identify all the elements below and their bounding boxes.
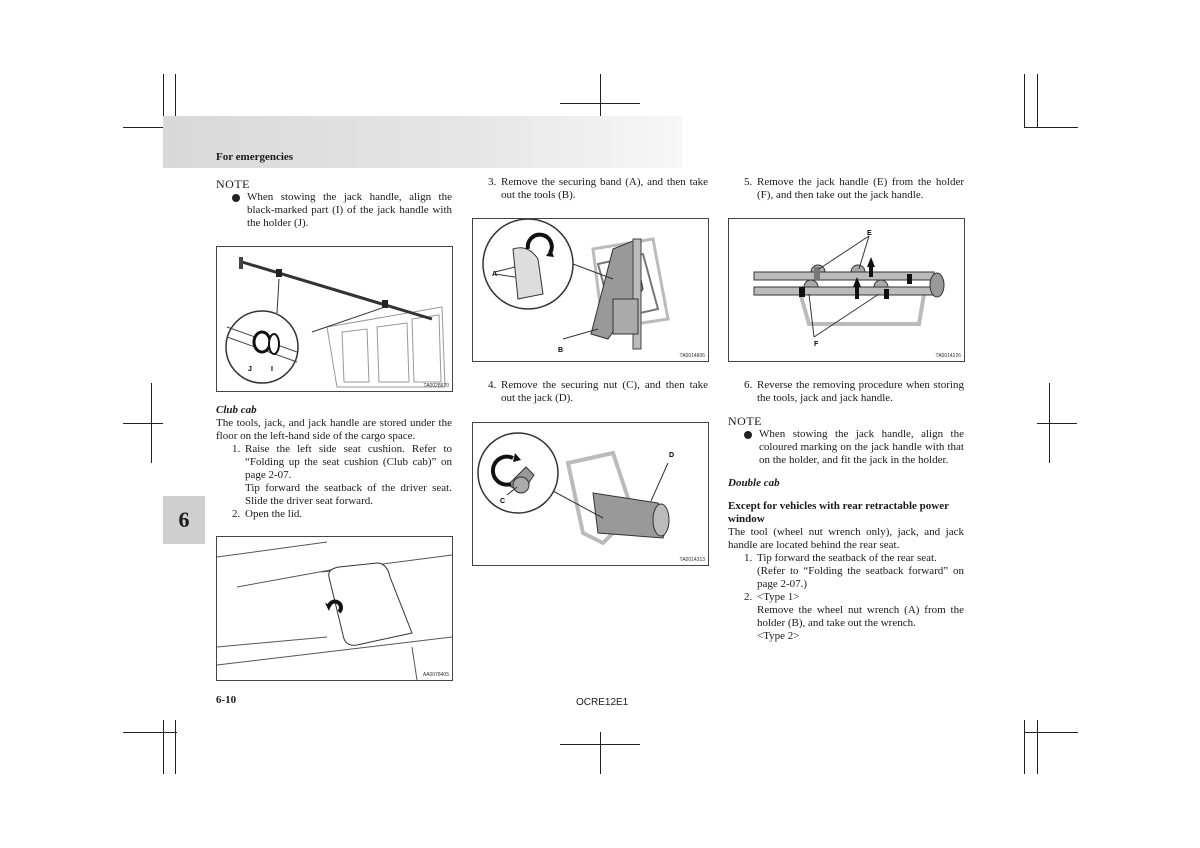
step-number: 1. [744,552,753,564]
step-2-extra2: <Type 2> [757,630,800,642]
step-1 [728,552,964,565]
club-cab-section [216,404,452,521]
note-heading: NOTE [728,414,762,428]
document-code: OCRE12E1 [576,697,629,708]
bullet-icon [232,194,240,202]
bullet-icon [744,431,752,439]
step-text: Remove the jack handle (E) from the holder (F), and then take out the jack handle. [757,176,964,201]
label-c: C [500,498,506,505]
securing-nut-illustration [473,423,708,565]
figure-code: AA0078405 [422,672,449,678]
chapter-tab [163,496,205,544]
label-d: D [669,452,675,459]
double-cab-intro: The tool (wheel nut wrench only), jack, and jack handle are located behind the rear seat. [728,526,964,551]
figure-code: TA0028670 [423,383,449,389]
note-item [728,428,964,467]
cargo-lid-illustration [217,537,452,680]
step-number: 4. [488,379,497,391]
figure-securing-band [472,218,709,362]
step-6 [728,379,964,405]
club-cab-heading: Club cab [216,404,257,416]
club-cab-intro: The tools, jack, and jack handle are stored under the floor on the left-hand side of the cargo space. [216,417,452,442]
step-number: 1. [232,443,241,455]
step-text: Open the lid. [245,508,303,520]
right-text [728,379,964,643]
step-text: Tip forward the seatback of the rear seat. [757,552,937,564]
step-5 [728,176,964,202]
jack-handle-removal-illustration [729,219,964,361]
page-number: 6-10 [216,694,237,706]
figure-code: TA0014226 [935,353,961,359]
step-number: 2. [232,508,241,520]
note-text: When stowing the jack handle, align the black-marked part (I) of the jack handle with the holder (J). [247,191,452,229]
step-text: Raise the left side seat cushion. Refer to “Folding up the seat cushion (Club cab)” on page 2-07. [245,443,452,481]
step-1-extra: (Refer to “Folding the seatback forward” on page 2-07.) [757,565,964,590]
step-number: 6. [744,379,753,391]
note-item [216,191,452,230]
figure-jack-handle-removal [728,218,965,362]
label-e: E [867,230,872,237]
step-4 [472,379,708,405]
section-title: For emergencies [216,151,294,163]
step-text: <Type 1> [757,591,800,603]
step-2 [216,508,452,521]
step-2-extra: Remove the wheel nut wrench (A) from the holder (B), and take out the wrench. [757,604,964,629]
step-text: Reverse the removing procedure when storing the tools, jack and jack handle. [757,379,964,404]
step-number: 2. [744,591,753,603]
jack-handle-illustration [217,247,452,391]
chapter-number: 6 [178,507,190,532]
figure-code: TA0014806 [679,353,705,359]
step-2 [728,591,964,604]
securing-band-illustration [473,219,708,361]
note-text: When stowing the jack handle, align the coloured marking on the jack handle with that on the holder, and fit the jack in the holder. [759,428,964,466]
figure-code: TA0014313 [679,557,705,563]
figure-securing-nut [472,422,709,566]
figure-cargo-lid [216,536,453,681]
step-number: 5. [744,176,753,188]
step-text: Remove the securing nut (C), and then take out the jack (D). [501,379,708,404]
double-cab-heading: Double cab [728,477,780,489]
note-heading: NOTE [216,177,250,191]
left-note [216,178,452,230]
step-3 [472,176,708,202]
label-i: I [271,366,273,373]
step-text: Remove the securing band (A), and then take out the tools (B). [501,176,708,201]
label-f: F [814,341,819,348]
step-1-extra: Tip forward the seatback of the driver seat. Slide the driver seat forward. [245,482,452,507]
figure-jack-handle-holder [216,246,453,392]
except-heading: Except for vehicles with rear retractable power window [728,500,949,525]
label-j: J [248,366,252,373]
step-1 [216,443,452,482]
label-b: B [558,347,564,354]
step-number: 3. [488,176,497,188]
label-a: A [492,271,498,278]
